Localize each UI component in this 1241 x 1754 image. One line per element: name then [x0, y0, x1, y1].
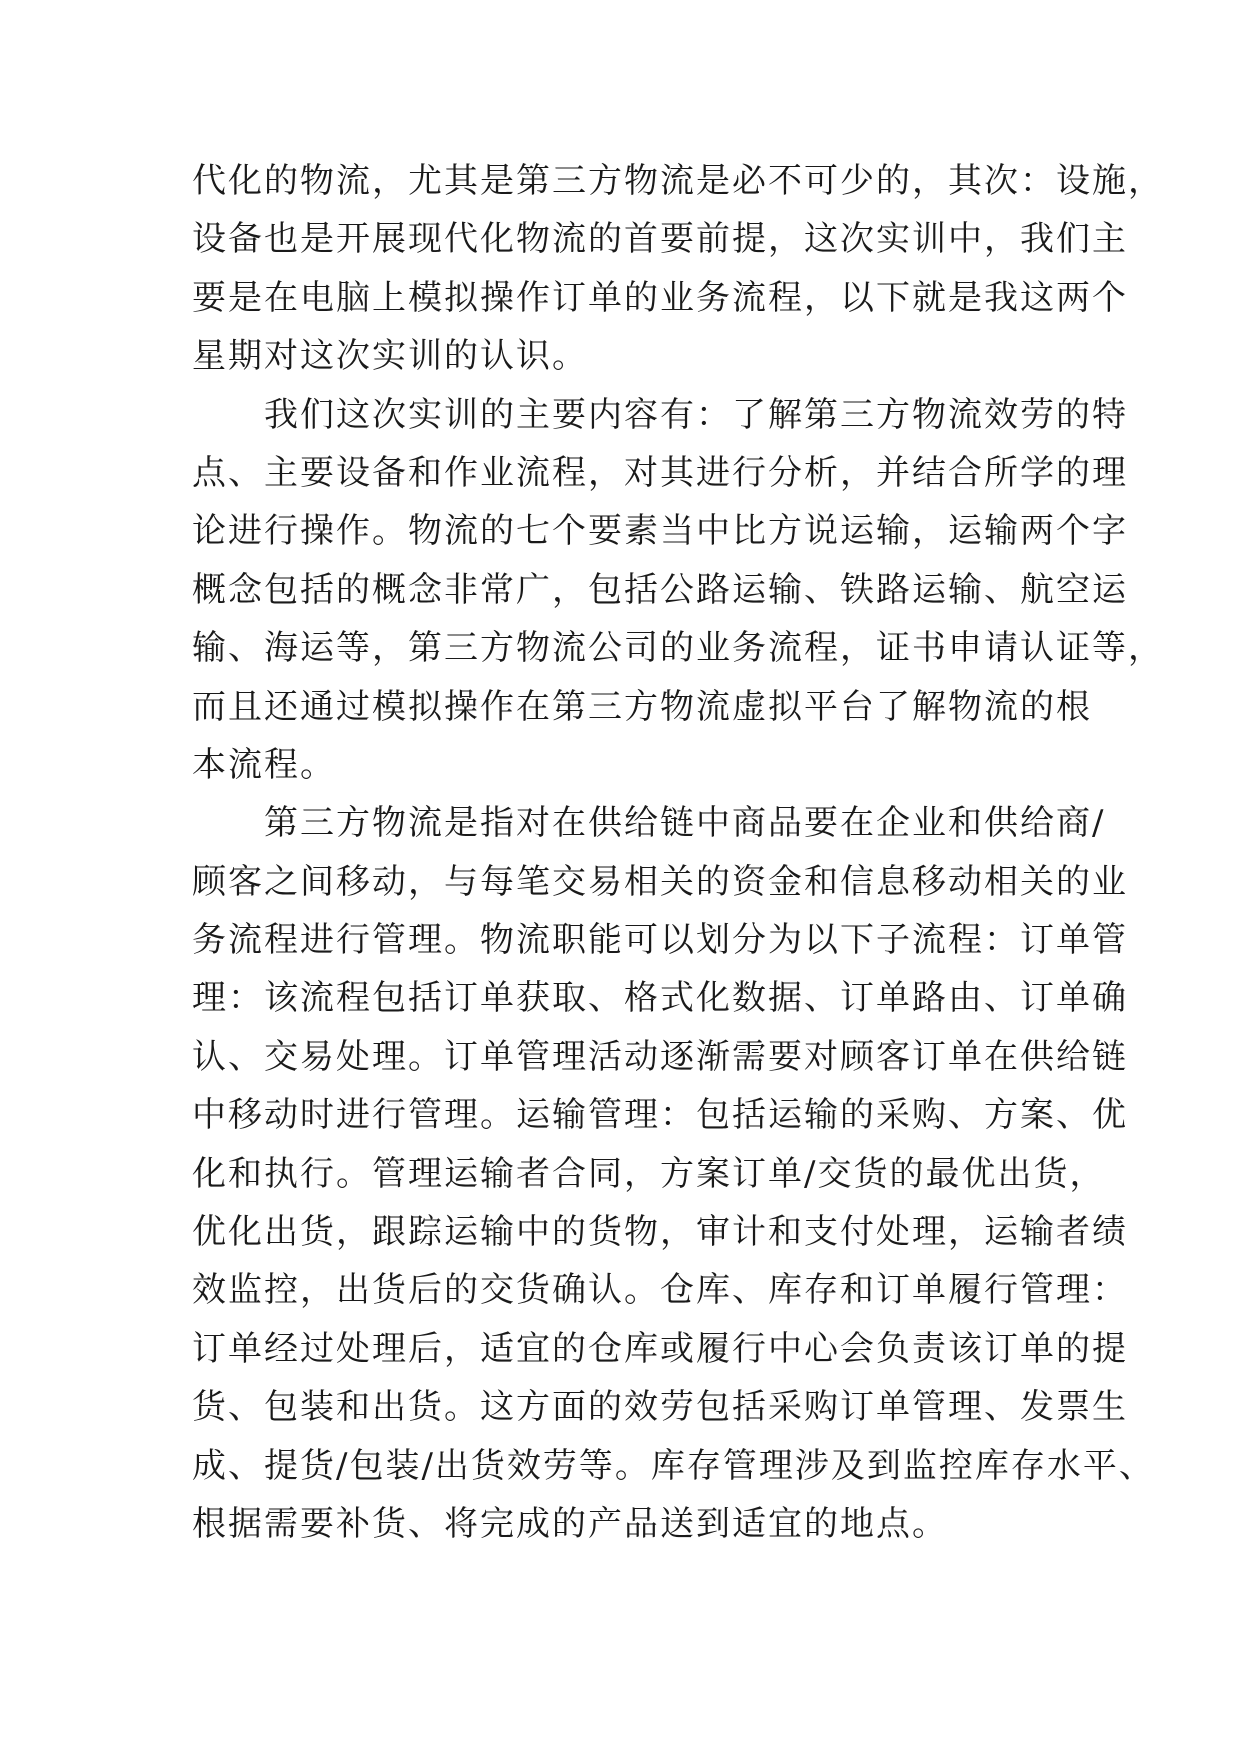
text-line: 星期对这次实训的认识。: [192, 336, 588, 377]
text-line: 中移动时进行管理。运输管理：包括运输的采购、方案、优: [192, 1095, 1128, 1136]
text-line: 本流程。: [192, 744, 336, 785]
text-line: 概念包括的概念非常广，包括公路运输、铁路运输、航空运: [192, 569, 1128, 610]
text-line: 而且还通过模拟操作在第三方物流虚拟平台了解物流的根: [192, 686, 1092, 727]
text-line: 理：该流程包括订单获取、格式化数据、订单路由、订单确: [192, 978, 1128, 1019]
document-body: [192, 152, 1164, 1553]
paragraph-3: [192, 794, 1155, 1553]
text-line: 要是在电脑上模拟操作订单的业务流程，以下就是我这两个: [192, 277, 1128, 318]
text-line: 优化出货，跟踪运输中的货物，审计和支付处理，运输者绩: [192, 1212, 1128, 1253]
paragraph-2: [192, 386, 1164, 795]
text-line: 点、主要设备和作业流程，对其进行分析，并结合所学的理: [192, 452, 1128, 493]
text-line: 认、交易处理。订单管理活动逐渐需要对顾客订单在供给链: [192, 1036, 1128, 1077]
text-line: 我们这次实训的主要内容有：了解第三方物流效劳的特: [192, 394, 1128, 435]
text-line: 根据需要补货、将完成的产品送到适宜的地点。: [192, 1503, 948, 1544]
text-line: 货、包装和出货。这方面的效劳包括采购订单管理、发票生: [192, 1387, 1128, 1428]
text-line: 效监控，出货后的交货确认。仓库、库存和订单履行管理：: [192, 1270, 1128, 1311]
paragraph-1: [192, 152, 1164, 386]
text-line: 务流程进行管理。物流职能可以划分为以下子流程：订单管: [192, 920, 1128, 961]
text-line: 订单经过处理后，适宜的仓库或履行中心会负责该订单的提: [192, 1328, 1128, 1369]
text-line: 顾客之间移动，与每笔交易相关的资金和信息移动相关的业: [192, 861, 1128, 902]
text-line: 设备也是开展现代化物流的首要前提，这次实训中，我们主: [192, 219, 1128, 260]
text-line: 输、海运等，第三方物流公司的业务流程，证书申请认证等，: [192, 628, 1164, 669]
text-line: 化和执行。管理运输者合同，方案订单/交货的最优出货，: [192, 1153, 1106, 1194]
text-line: 成、提货/包装/出货效劳等。库存管理涉及到监控库存水平、: [192, 1445, 1155, 1486]
text-line: 第三方物流是指对在供给链中商品要在企业和供给商/: [192, 803, 1106, 844]
text-line: 论进行操作。物流的七个要素当中比方说运输，运输两个字: [192, 511, 1128, 552]
text-line: 代化的物流，尤其是第三方物流是必不可少的，其次：设施，: [192, 161, 1164, 201]
